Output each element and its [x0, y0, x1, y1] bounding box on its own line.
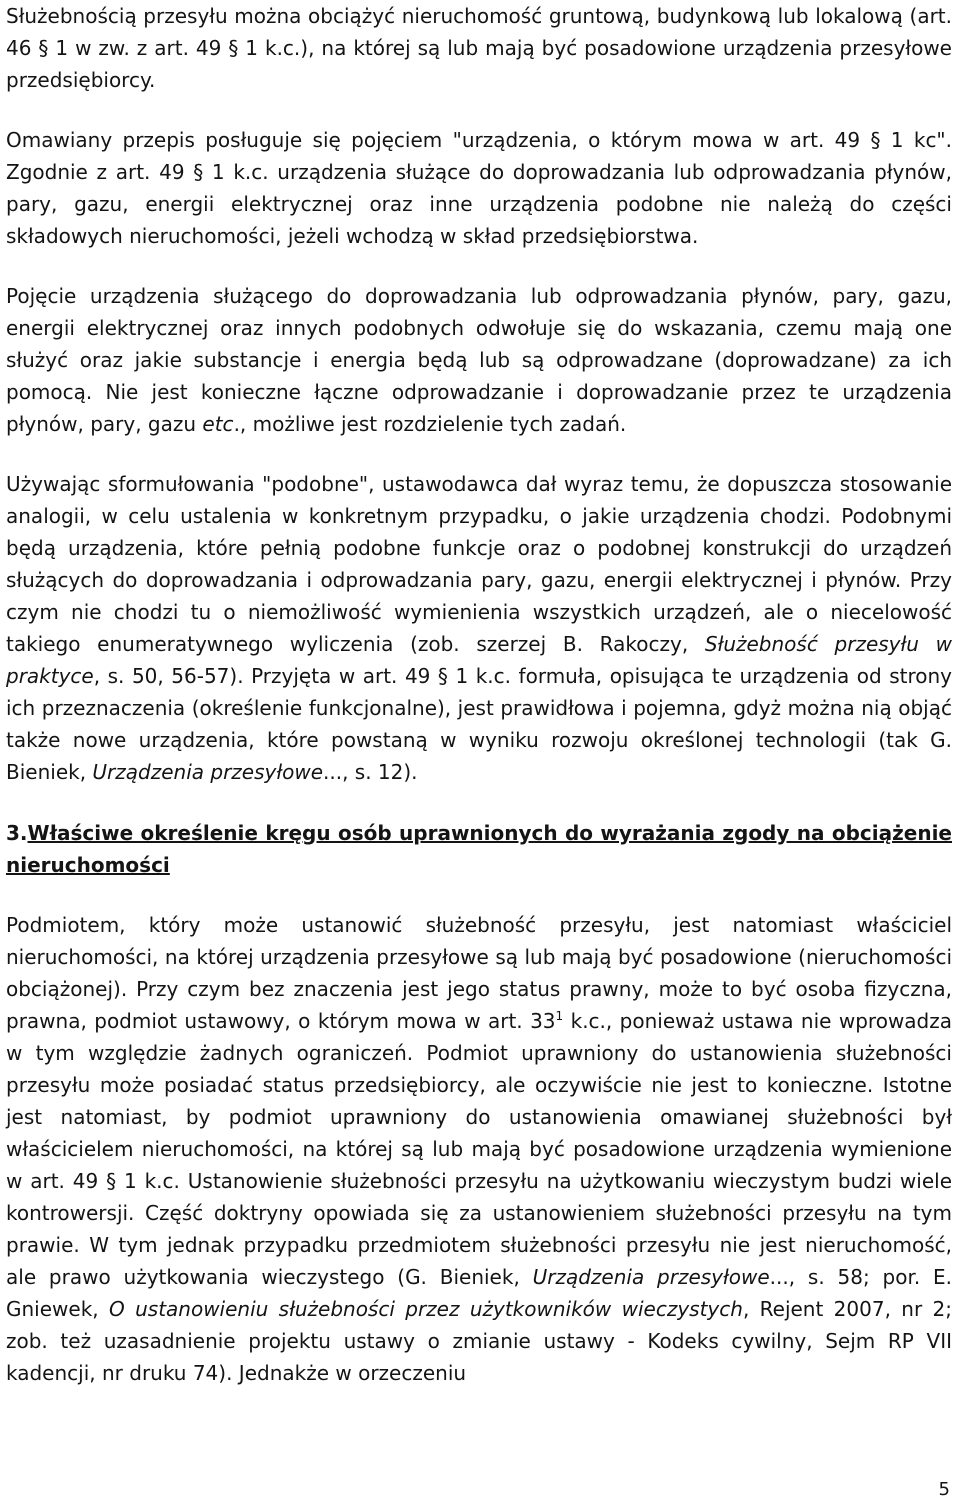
paragraph-5: Podmiotem, który może ustanowić służebność przesyłu, jest natomiast właściciel nieruchomości, na której urządzenia przesyłowe są lub mają być posadowione (nieruchomości obciążonej). Przy czym bez znaczenia jest jego status prawny, może to być osoba fizyczna, prawna, podmiot ustawowy, o którym mowa w art. $33^1$ k.c., ponieważ ustawa nie wprowadza w tym względzie żadnych ograniczeń. Podmiot uprawniony do ustanowienia służebności przesyłu może posiadać status przedsiębiorcy, ale oczywiście nie jest to konieczne. Istotne jest natomiast, by podmiot uprawniony do ustanowienia omawianej służebności był właścicielem nieruchomości, na której są lub mają być posadowione urządzenia wymienione w art. 49 § 1 k.c. Ustanowienie służebności przesyłu na użytkowaniu wieczystym budzi wiele kontrowersji. Część doktryny opowiada się za ustanowieniem służebności przesyłu na tym prawie. W tym jednak przypadku przedmiotem służebności przesyłu nie jest nieruchomość, ale prawo użytkowania wieczystego (G. Bieniek, Urządzenia przesyłowe..., s. 58; por. E. Gniewek, O ustanowieniu służebności przez użytkowników wieczystych, Rejent 2007, nr 2; zob. też uzasadnienie projektu ustawy o zmianie ustawy - Kodeks cywilny, Sejm RP VII kadencji, nr druku 74). Jednakże w orzeczeniu [6, 913, 953, 1385]
citation-title: Służebność przesyłu w praktyce [6, 632, 953, 688]
section-heading [6, 817, 952, 881]
section-title: Właściwe określenie kręgu osób uprawnionych do wyrażania zgody na obciążenie nieruchomości [6, 821, 952, 877]
paragraph-1: Służebnością przesyłu można obciążyć nieruchomość gruntową, budynkową lub lokalową (art. 46 § 1 w zw. z art. 49 § 1 k.c.), na której są lub mają być posadowione urządzenia przesyłowe przedsiębiorcy. [6, 4, 952, 92]
paragraph-3: Pojęcie urządzenia służącego do doprowadzania lub odprowadzania płynów, pary, gazu, energii elektrycznej oraz innych podobnych odwołuje się do wskazania, czemu mają one służyć oraz jakie substancje i energia będą lub są odprowadzane (doprowadzane) za ich pomocą. Nie jest konieczne łączne odprowadzanie i doprowadzanie przez te urządzenia płynów, pary, gazu etc., możliwe jest rozdzielenie tych zadań. [6, 284, 952, 436]
italic-term: etc [202, 412, 234, 436]
superscript: 1 [555, 1009, 564, 1023]
citation-title: Urządzenia przesyłowe [92, 760, 323, 784]
citation-title: O ustanowieniu służebności przez użytkowników wieczystych [109, 1297, 743, 1321]
citation-title: Urządzenia przesyłowe [532, 1265, 770, 1289]
page-number: 5 [938, 1479, 950, 1500]
paragraph-2: Omawiany przepis posługuje się pojęciem "urządzenia, o którym mowa w art. 49 § 1 kc". Zgodnie z art. 49 § 1 k.c. urządzenia służące do doprowadzania lub odprowadzania płynów, pary, gazu, energii elektrycznej oraz inne urządzenia podobne nie należą do części składowych nieruchomości, jeżeli wchodzą w skład przedsiębiorstwa. [6, 128, 952, 248]
section-number: 3. [6, 821, 28, 845]
paragraph-4: Używając sformułowania "podobne", ustawodawca dał wyraz temu, że dopuszcza stosowanie analogii, w celu ustalenia w konkretnym przypadku, o jakie urządzenia chodzi. Podobnymi będą urządzenia, które pełnią podobne funkcje oraz o podobnej konstrukcji do urządzeń służących do doprowadzania i odprowadzania pary, gazu, energii elektrycznej i płynów. Przy czym nie chodzi tu o niemożliwość wymienienia wszystkich urządzeń, ale o niecelowość takiego enumeratywnego wyliczenia (zob. szerzej B. Rakoczy, Służebność przesyłu w praktyce, s. 50, 56-57). Przyjęta w art. 49 § 1 k.c. formuła, opisująca te urządzenia od strony ich przeznaczenia (określenie funkcjonalne), jest prawidłowa i pojemna, gdyż można nią objąć także nowe urządzenia, które powstaną w wyniku rozwoju określonej technologii (tak G. Bieniek, Urządzenia przesyłowe..., s. 12). [6, 472, 953, 784]
document-page [6, 0, 952, 1389]
